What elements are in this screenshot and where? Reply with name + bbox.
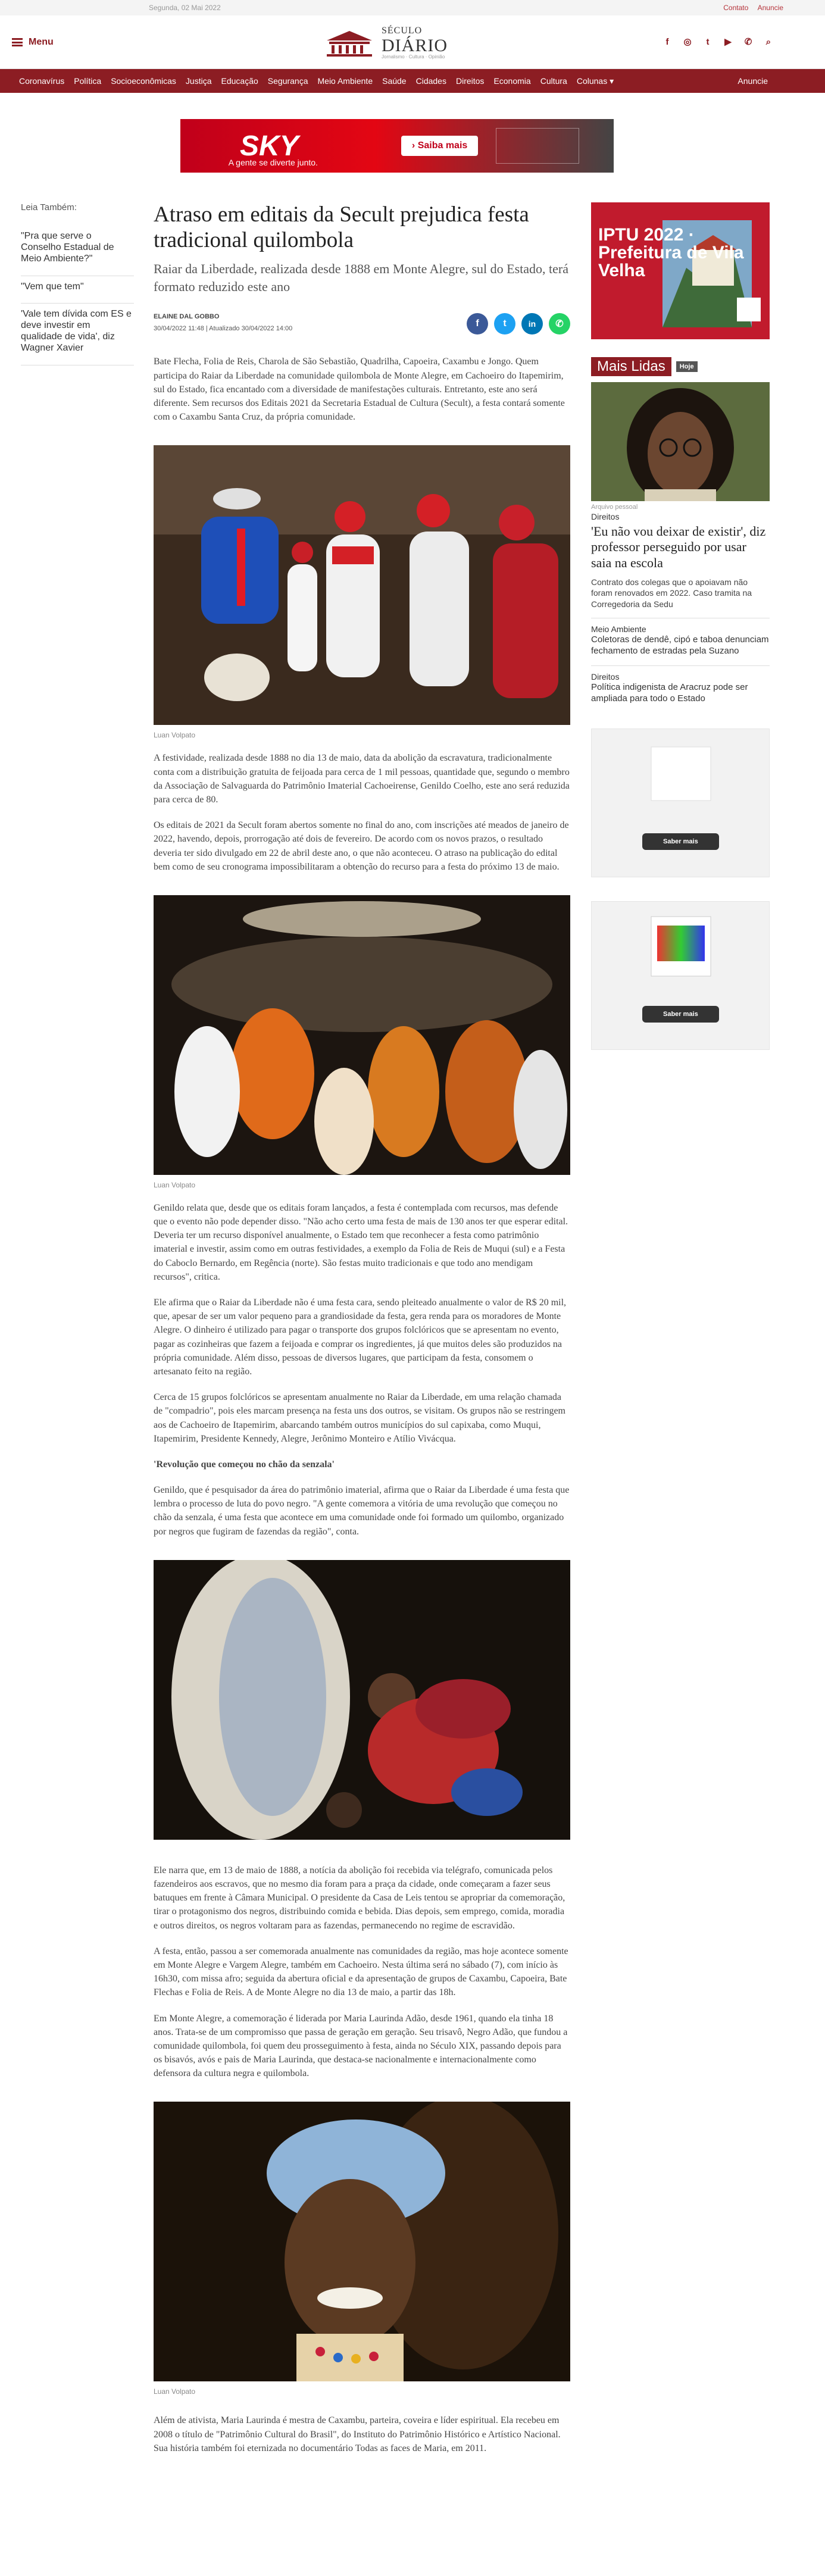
ad-saber-mais-button[interactable]: Saber mais — [642, 833, 719, 850]
article — [154, 202, 570, 2455]
contato-link[interactable]: Contato — [723, 4, 749, 12]
ad-side-image — [496, 128, 579, 164]
hoje-tab[interactable]: Hoje — [676, 361, 698, 372]
leia-tambem-column — [21, 202, 134, 365]
nav-item-cultura[interactable]: Cultura — [540, 76, 567, 86]
paragraph: Em Monte Alegre, a comemoração é liderada por Maria Laurinda Adão, desde 1961, quando ela tinha 18 anos. Trata-se de um compromisso que passa de geração em geração. Seu trisavô, Negro Adão, que fundou a comunidade quilombola, foi quem deu prosseguimento à festa, ainda no Século XIX, passando depois para os bisavós, avós e pais de Maria Laurinda, que destaca-se nacionalmente e internacionalmente como defensora da cultura negra e quilombola. — [154, 2013, 568, 2079]
share-buttons — [467, 313, 570, 334]
sidebar-ad-2[interactable] — [591, 901, 770, 1050]
twitter-icon[interactable]: t — [706, 36, 710, 47]
author-name[interactable]: ELAINE DAL GOBBO — [154, 313, 220, 321]
top-story-image[interactable] — [591, 382, 770, 501]
youtube-icon[interactable]: ▶ — [724, 37, 732, 47]
nav-item-saude[interactable]: Saúde — [382, 76, 407, 86]
paragraph: Bate Flecha, Folia de Reis, Charola de São Sebastião, Quadrilha, Capoeira, Caxambu e Jongo. Quem participa do Raiar da Liberdade na comunidade quilombola de Monte Alegre, em Cachoeiro do Itapemirim, sul do Estado, fica encantado com a diversidade de manifestações culturais. Entretanto, este ano será diferente. Sem recursos dos Editais 2021 da Secretaria Estadual de Cultura (Secult), a festa contará somente com o Caxambu Santa Cruz, da própria comunidade. — [154, 357, 565, 423]
ad-brand: SKY — [240, 130, 299, 162]
paragraph: Cerca de 15 grupos folclóricos se apresentam anualmente no Raiar da Liberdade, em uma relação chamada de "compadrio", pois eles marcam presença na festa uns dos outros, se visitam. Os grupos não se restringem aos de Cachoeiro de Itapemirim, abarcando também outros municípios do sul capixaba, como Muqui, Itapemirim, Presidente Kennedy, Alegre, Jerônimo Monteiro e Atílio Vivácqua. — [154, 1392, 565, 1444]
nav-item-seguranca[interactable]: Segurança — [267, 76, 308, 86]
nav-item-politica[interactable]: Política — [74, 76, 102, 86]
top-links — [716, 4, 783, 12]
article-subheading: 'Revolução que começou no chão da senzala' — [154, 1459, 335, 1470]
sidebar-ad-1[interactable] — [591, 729, 770, 877]
whatsapp-share-icon[interactable]: ✆ — [549, 313, 570, 334]
top-bar — [0, 0, 825, 15]
paragraph: Além de ativista, Maria Laurinda é mestra de Caxambu, parteira, coveira e líder espiritual. Ela recebeu em 2008 o título de "Patrimônio Cultural do Brasil", do Instituto do Patrimônio Histórico e Artístico Nacional. Sua história também foi eternizada no documentário Todas as faces de Maria, em 2011. — [154, 2415, 561, 2453]
iptu-ad-text: IPTU 2022 · Prefeitura de Vila Velha — [598, 225, 744, 280]
photo-night-crowd-illustration — [154, 895, 570, 1175]
linkedin-share-icon[interactable]: in — [521, 313, 543, 334]
paragraph: Ele afirma que o Raiar da Liberdade não é uma festa cara, sendo pleiteado anualmente o valor de R$ 20 mil, que, apesar de ser um valor pequeno para a grandiosidade da festa, gera renda para os moradores de Monte Alegre. O dinheiro é utilizado para pagar o transporte dos grupos folclóricos que se apresentam no evento, pagar as cozinheiras que fazem a feijoada e comprar os ingredientes, já que muitos deles são produzidos na própria comunidade. Além disso, pessoas de diversos lugares, que participam da festa, consomem o artesanato feito na região. — [154, 1298, 567, 1377]
top-story-title[interactable]: 'Eu não vou deixar de existir', diz professor perseguido por usar saia na escola — [591, 524, 766, 570]
ad-1-image — [592, 729, 769, 818]
nav-item-educacao[interactable]: Educação — [221, 76, 258, 86]
mais-lidas-item[interactable] — [591, 618, 770, 657]
photo-credit: Luan Volpato — [154, 731, 196, 740]
article-photo-crowd — [154, 895, 570, 1175]
leia-tambem-link[interactable]: "Vem que tem" — [21, 276, 134, 304]
site-logo[interactable] — [324, 26, 448, 60]
social-links — [661, 36, 774, 48]
ad-2-image — [592, 902, 769, 991]
ad-tagline: A gente se diverte junto. — [228, 157, 318, 167]
logo-wordmark: SÉCULO DIÁRIO Jornalismo · Cultura · Opinião — [382, 26, 448, 60]
nav-item-socioeconomicas[interactable]: Socioeconômicas — [111, 76, 176, 86]
instagram-icon[interactable]: ◎ — [683, 37, 692, 47]
publish-dates: 30/04/2022 11:48 | Atualizado 30/04/2022 14:00 — [154, 325, 293, 333]
mais-lidas-item[interactable] — [591, 665, 770, 705]
current-date: Segunda, 02 Mai 2022 — [149, 4, 221, 12]
nav-item-direitos[interactable]: Direitos — [455, 76, 485, 86]
hamburger-icon — [12, 38, 23, 46]
mais-lidas-title: Mais Lidas — [591, 357, 671, 376]
facebook-share-icon[interactable]: f — [467, 313, 488, 334]
article-photo-maria-laurinda — [154, 2102, 570, 2381]
mais-lidas-item-category: Meio Ambiente — [591, 624, 646, 634]
search-icon[interactable]: ⌕ — [765, 36, 771, 47]
paragraph: Genildo, que é pesquisador da área do patrimônio imaterial, afirma que o Raiar da Liberdade é uma festa que lembra o processo de luta do povo negro. "A gente comemora a vitória de uma revolução que começou no chão da senzala, é uma festa que acontece em uma comunidade onde foi formado um quilombo, organizado por negros que fugiram de fazendas da região", conta. — [154, 1485, 570, 1537]
paragraph: A festividade, realizada desde 1888 no dia 13 de maio, data da abolição da escravatura, tradicionalmente conta com a distribuição gratuita de feijoada para cerca de 1 mil pessoas, quantidade que, segundo o membro da Associação de Salvaguarda do Patrimônio Imaterial Cachoeirense, Genildo Coelho, este ano será reduzida para cerca de 80. — [154, 753, 570, 805]
top-story-summary: Contrato dos colegas que o apoiavam não foram renovados em 2022. Caso tramita na Corregedoria da Sedu — [591, 577, 752, 609]
article-title: Atraso em editais da Secult prejudica festa tradicional quilombola — [154, 202, 529, 252]
nav-item-cidades[interactable]: Cidades — [415, 76, 446, 86]
leia-tambem-link[interactable]: "Pra que serve o Conselho Estadual de Meio Ambiente?" — [21, 226, 134, 276]
mais-lidas-item-title[interactable]: Política indigenista de Aracruz pode ser ampliada para todo o Estado — [591, 681, 748, 704]
photo-portrait-illustration — [154, 2102, 570, 2381]
menu-label: Menu — [29, 37, 54, 47]
facebook-icon[interactable]: f — [665, 36, 669, 47]
nav-item-justica[interactable]: Justiça — [185, 76, 212, 86]
anuncie-link[interactable]: Anuncie — [757, 4, 783, 12]
sky-ad-banner[interactable] — [180, 119, 614, 173]
nav-item-meio-ambiente[interactable]: Meio Ambiente — [317, 76, 373, 86]
site-header — [0, 15, 825, 69]
leia-tambem-link[interactable]: 'Vale tem dívida com ES e deve investir em qualidade de vida', diz Wagner Xavier — [21, 304, 134, 365]
menu-button[interactable] — [12, 37, 54, 48]
nav-item-economia[interactable]: Economia — [493, 76, 531, 86]
right-sidebar — [591, 202, 770, 1050]
top-story-photo — [591, 382, 770, 501]
mais-lidas-header — [591, 357, 770, 376]
article-photo-caxambu — [154, 445, 570, 725]
paragraph: Genildo relata que, desde que os editais foram lançados, a festa é contemplada com recursos, mas defende que o evento não pode depender disso. "Não acho certo uma festa de mais de 130 anos ter que esperar edital. Deveria ter um recurso disponível anualmente, o Estado tem que reconhecer a festa como patrimônio imaterial e investir, assim como em outras festividades, a exemplo da Folia de Reis de Muqui (sul) e a Festa do Caboclo Bernardo, em Regência (norte). São festas muito tradicionais e que todo ano mendigam recursos", critica. — [154, 1202, 568, 1282]
main-nav — [0, 69, 825, 93]
top-story-category[interactable]: Direitos — [591, 512, 620, 521]
ad-saber-mais-button[interactable]: Saber mais — [642, 1006, 719, 1023]
leia-tambem-heading: Leia Também: — [21, 202, 77, 212]
whatsapp-icon[interactable]: ✆ — [744, 37, 752, 47]
logo-building-icon — [324, 29, 374, 57]
photo-credit: Luan Volpato — [154, 2387, 196, 2396]
photo-credit: Luan Volpato — [154, 1180, 196, 1189]
nav-item-coronavirus[interactable]: Coronavírus — [19, 76, 65, 86]
paragraph: Os editais de 2021 da Secult foram abertos somente no final do ano, com inscrições até meados de janeiro de 2022, havendo, depois, prorrogação até dois de fevereiro. De acordo com os novos prazos, o resultado deveria ter sido divulgado em 22 de abril deste ano, o que não aconteceu. O atraso na publicação do edital bem como de seu cronograma impossibilitaram a obtenção do recurso para a festa do próximo 13 de maio. — [154, 820, 569, 872]
top-story-photo-credit: Arquivo pessoal — [591, 504, 638, 511]
mais-lidas-item-title[interactable]: Coletoras de dendê, cipó e taboa denunciam fechamento de estradas pela Suzano — [591, 634, 769, 656]
nav-item-colunas[interactable]: Colunas ▾ — [576, 76, 614, 86]
photo-dance-illustration — [154, 1560, 570, 1840]
photo-dancers-illustration — [154, 445, 570, 725]
byline — [154, 313, 570, 343]
iptu-ad[interactable] — [591, 202, 770, 339]
twitter-share-icon[interactable]: t — [494, 313, 515, 334]
mais-lidas-item-category: Direitos — [591, 671, 620, 681]
nav-anuncie[interactable]: Anuncie — [738, 76, 768, 86]
article-photo-dance — [154, 1560, 570, 1840]
paragraph: Ele narra que, em 13 de maio de 1888, a notícia da abolição foi recebida via telégrafo, comunicada pelos fazendeiros aos escravos, que no mesmo dia foram para a praça da cidade, onde começaram a fazer seus batuques em frente à Câmara Municipal. O presidente da Casa de Leis tentou se apropriar da comemoração, tirar o protagonismo dos negros, distribuindo comida e bebida. Dias depois, sem emprego, comida, moradia e outros direitos, os negros voltaram para as fazendas, permanecendo no regime de escravidão. — [154, 1865, 565, 1931]
article-subtitle: Raiar da Liberdade, realizada desde 1888 em Monte Alegre, sul do Estado, terá formato reduzido este ano — [154, 261, 569, 294]
paragraph: A festa, então, passou a ser comemorada anualmente nas comunidades da região, mas hoje acontece somente em Monte Alegre e Vargem Alegre, também em Cachoeiro. Nesta última será no sábado (7), com início às 16h30, com missa afro; seguida da abertura oficial e da apresentação de grupos de Caxambu, Capoeira, Bate Flechas e Folia de Reis. A de Monte Alegre no dia 13 de maio, a partir das 18h. — [154, 1946, 568, 1998]
ad-cta-button[interactable]: › Saiba mais — [401, 136, 478, 156]
